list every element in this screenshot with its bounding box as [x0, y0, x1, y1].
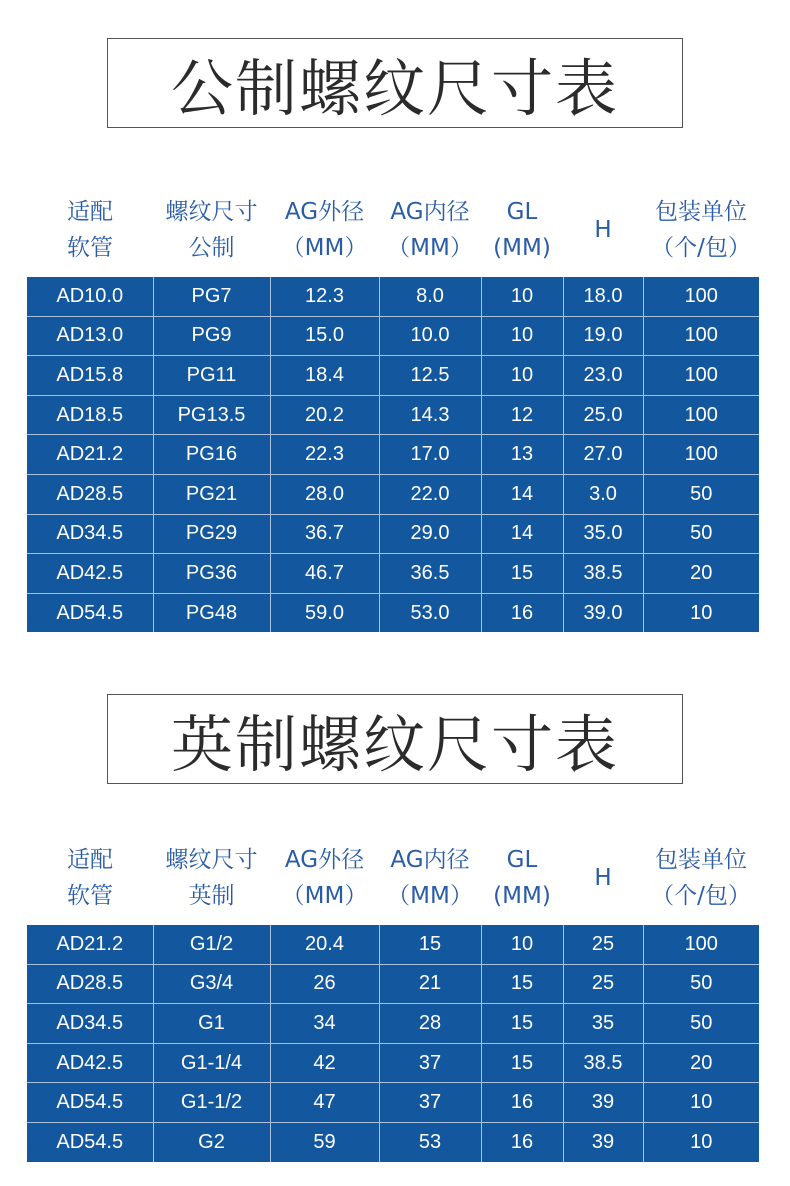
header-cell — [643, 838, 759, 918]
table-cell: 10 — [643, 1122, 759, 1161]
table-cell: 29.0 — [379, 514, 481, 554]
header-cell — [481, 190, 563, 270]
header-cell — [643, 190, 759, 270]
table-cell: AD28.5 — [27, 964, 153, 1004]
table-cell: 100 — [643, 277, 759, 316]
table-cell: 13 — [481, 435, 563, 475]
header-text: （个/包） — [651, 883, 751, 909]
table-cell: 17.0 — [379, 435, 481, 475]
header-text: （MM） — [281, 883, 368, 909]
table-row — [27, 1004, 759, 1044]
table-cell: 18.4 — [270, 356, 379, 396]
table-cell: AD54.5 — [27, 1083, 153, 1123]
header-text: AG外径 — [284, 847, 365, 873]
header-text: 适配 — [67, 847, 113, 873]
table-cell: 34 — [270, 1004, 379, 1044]
table-cell: 8.0 — [379, 277, 481, 316]
header-text: （个/包） — [651, 235, 751, 261]
table-cell: 36.5 — [379, 554, 481, 594]
table-cell: 59 — [270, 1122, 379, 1161]
table-cell: PG9 — [153, 316, 270, 356]
table-row — [27, 1043, 759, 1083]
table-cell: AD42.5 — [27, 554, 153, 594]
header-cell — [270, 838, 379, 918]
table-cell: 53 — [379, 1122, 481, 1161]
table-cell: 39 — [563, 1122, 643, 1161]
header-text: 包装单位 — [655, 199, 747, 225]
table-row — [27, 554, 759, 594]
header-text: GL — [506, 847, 538, 873]
table-cell: 20.2 — [270, 395, 379, 435]
table-cell: 100 — [643, 395, 759, 435]
header-text: 软管 — [67, 235, 113, 261]
table-cell: AD42.5 — [27, 1043, 153, 1083]
header-cell — [563, 190, 643, 270]
table-cell: 38.5 — [563, 1043, 643, 1083]
table-cell: 19.0 — [563, 316, 643, 356]
table-cell: 37 — [379, 1083, 481, 1123]
header-text: 螺纹尺寸 — [165, 199, 258, 225]
table-cell: AD54.5 — [27, 1122, 153, 1161]
table-cell: 23.0 — [563, 356, 643, 396]
header-cell — [153, 190, 270, 270]
header-text: 适配 — [67, 199, 113, 225]
header-text: （MM） — [281, 235, 368, 261]
table-cell: 16 — [481, 1083, 563, 1123]
table-cell: 14 — [481, 474, 563, 514]
table-cell: 15.0 — [270, 316, 379, 356]
table-cell: 100 — [643, 356, 759, 396]
table-cell: AD15.8 — [27, 356, 153, 396]
header-cell — [379, 838, 481, 918]
table-cell: PG7 — [153, 277, 270, 316]
table-cell: 100 — [643, 316, 759, 356]
table-cell: 21 — [379, 964, 481, 1004]
table-cell: PG13.5 — [153, 395, 270, 435]
table-cell: 12 — [481, 395, 563, 435]
table-cell: G1 — [153, 1004, 270, 1044]
imperial-table — [27, 925, 759, 1162]
header-cell — [379, 190, 481, 270]
table-cell: 20.4 — [270, 925, 379, 964]
table-cell: 50 — [643, 474, 759, 514]
header-text: 英制 — [188, 883, 235, 909]
table-cell: 50 — [643, 1004, 759, 1044]
table-cell: 15 — [481, 1043, 563, 1083]
table-cell: 16 — [481, 1122, 563, 1161]
imperial-header-row — [27, 838, 759, 918]
table-row — [27, 316, 759, 356]
header-text: AG内径 — [390, 199, 470, 225]
table-cell: 100 — [643, 435, 759, 475]
table-cell: 25 — [563, 925, 643, 964]
table-cell: G1-1/4 — [153, 1043, 270, 1083]
table-cell: 53.0 — [379, 593, 481, 632]
table-cell: AD34.5 — [27, 514, 153, 554]
table-cell: 50 — [643, 964, 759, 1004]
table-cell: AD21.2 — [27, 925, 153, 964]
table-cell: 39.0 — [563, 593, 643, 632]
table-cell: 35.0 — [563, 514, 643, 554]
table-cell: 10 — [481, 277, 563, 316]
table-cell: 22.0 — [379, 474, 481, 514]
table-cell: AD18.5 — [27, 395, 153, 435]
table-cell: 20 — [643, 554, 759, 594]
table-cell: 15 — [481, 554, 563, 594]
header-text: H — [594, 865, 612, 891]
table-cell: AD54.5 — [27, 593, 153, 632]
table-cell: 27.0 — [563, 435, 643, 475]
table-cell: 46.7 — [270, 554, 379, 594]
header-cell — [481, 838, 563, 918]
table-row — [27, 925, 759, 964]
table-cell: 15 — [481, 964, 563, 1004]
imperial-title: 英制螺纹尺寸表 — [107, 694, 683, 784]
table-cell: 14 — [481, 514, 563, 554]
table-cell: 59.0 — [270, 593, 379, 632]
table-cell: 15 — [379, 925, 481, 964]
table-row — [27, 277, 759, 316]
table-row — [27, 1122, 759, 1161]
table-cell: PG48 — [153, 593, 270, 632]
table-cell: 42 — [270, 1043, 379, 1083]
table-cell: G2 — [153, 1122, 270, 1161]
table-row — [27, 964, 759, 1004]
table-cell: 10 — [481, 356, 563, 396]
header-text: AG外径 — [284, 199, 365, 225]
table-cell: 36.7 — [270, 514, 379, 554]
table-row — [27, 474, 759, 514]
header-text: （MM） — [387, 883, 473, 909]
metric-header-row — [27, 190, 759, 270]
table-cell: PG11 — [153, 356, 270, 396]
header-text: AG内径 — [390, 847, 470, 873]
table-cell: G1/2 — [153, 925, 270, 964]
table-cell: 16 — [481, 593, 563, 632]
metric-title: 公制螺纹尺寸表 — [107, 38, 683, 128]
table-cell: 28.0 — [270, 474, 379, 514]
table-row — [27, 1083, 759, 1123]
table-cell: 20 — [643, 1043, 759, 1083]
table-cell: 100 — [643, 925, 759, 964]
header-text: 软管 — [67, 883, 113, 909]
header-text: (MM) — [493, 235, 551, 261]
table-cell: 10 — [643, 1083, 759, 1123]
table-row — [27, 514, 759, 554]
table-cell: AD28.5 — [27, 474, 153, 514]
table-cell: 37 — [379, 1043, 481, 1083]
header-text: GL — [506, 199, 538, 225]
header-cell — [27, 838, 153, 918]
table-cell: 12.3 — [270, 277, 379, 316]
table-cell: 10.0 — [379, 316, 481, 356]
table-cell: 47 — [270, 1083, 379, 1123]
table-cell: PG16 — [153, 435, 270, 475]
table-cell: PG29 — [153, 514, 270, 554]
table-cell: 26 — [270, 964, 379, 1004]
table-cell: AD21.2 — [27, 435, 153, 475]
header-text: （MM） — [387, 235, 473, 261]
table-cell: PG36 — [153, 554, 270, 594]
table-cell: 10 — [481, 925, 563, 964]
table-row — [27, 356, 759, 396]
table-cell: 25.0 — [563, 395, 643, 435]
table-cell: 38.5 — [563, 554, 643, 594]
table-cell: 3.0 — [563, 474, 643, 514]
table-cell: G3/4 — [153, 964, 270, 1004]
table-row — [27, 435, 759, 475]
table-cell: 10 — [481, 316, 563, 356]
table-cell: 39 — [563, 1083, 643, 1123]
header-text: 公制 — [188, 235, 235, 261]
table-cell: 25 — [563, 964, 643, 1004]
table-cell: AD10.0 — [27, 277, 153, 316]
table-cell: G1-1/2 — [153, 1083, 270, 1123]
table-cell: 28 — [379, 1004, 481, 1044]
header-text: 包装单位 — [655, 847, 747, 873]
table-row — [27, 593, 759, 632]
table-cell: AD13.0 — [27, 316, 153, 356]
table-cell: PG21 — [153, 474, 270, 514]
table-cell: 14.3 — [379, 395, 481, 435]
table-cell: 18.0 — [563, 277, 643, 316]
table-row — [27, 395, 759, 435]
table-cell: 15 — [481, 1004, 563, 1044]
header-cell — [27, 190, 153, 270]
table-cell: AD34.5 — [27, 1004, 153, 1044]
table-cell: 50 — [643, 514, 759, 554]
header-text: H — [594, 217, 612, 243]
header-cell — [563, 838, 643, 918]
table-cell: 22.3 — [270, 435, 379, 475]
header-cell — [153, 838, 270, 918]
header-cell — [270, 190, 379, 270]
metric-table — [27, 277, 759, 632]
table-cell: 10 — [643, 593, 759, 632]
table-cell: 35 — [563, 1004, 643, 1044]
header-text: (MM) — [493, 883, 551, 909]
table-cell: 12.5 — [379, 356, 481, 396]
header-text: 螺纹尺寸 — [165, 847, 258, 873]
